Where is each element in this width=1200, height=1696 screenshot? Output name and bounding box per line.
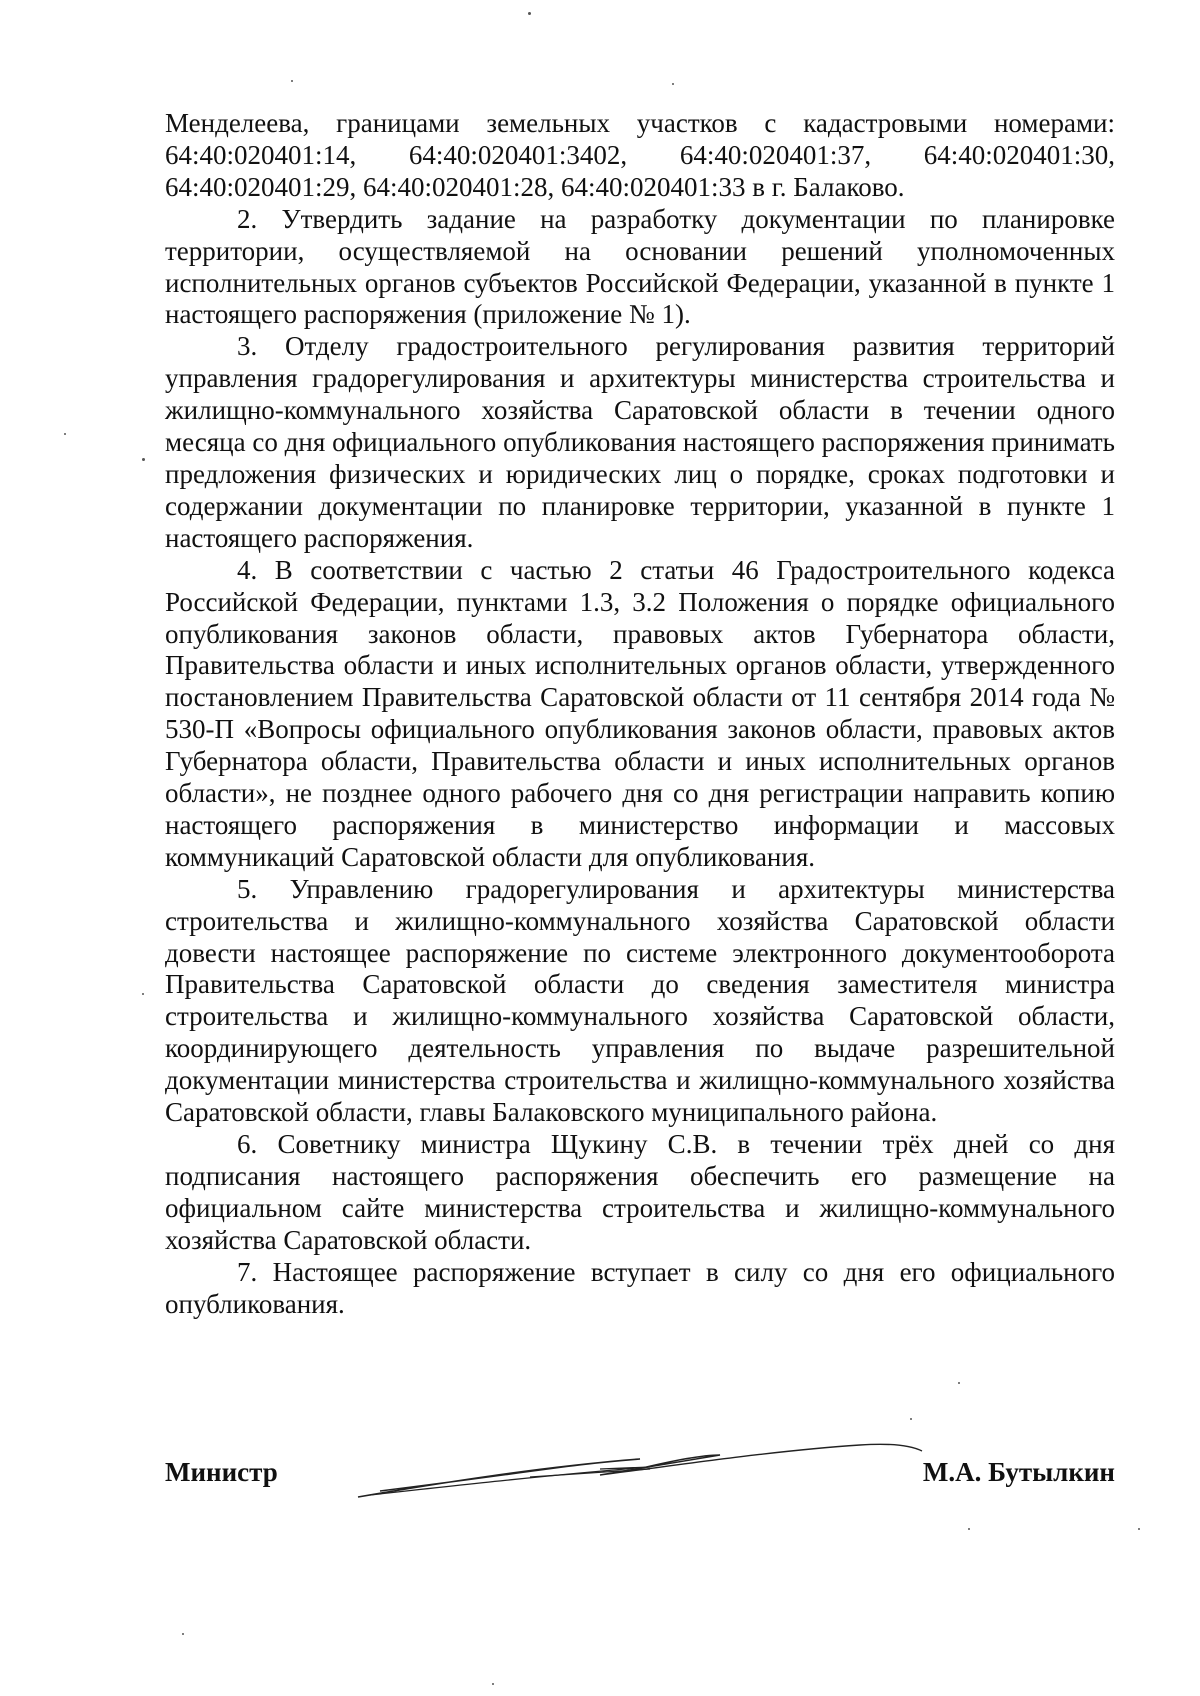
paragraph-item-6: 6. Советнику министра Щукину С.В. в течении трёх дней со дня подписания настоящего распоряжения обеспечить его размещение на официальном сайте министерства строительства и жилищно-коммунального хозяйства Саратовской области.: [165, 1129, 1115, 1255]
signatory-title: Министр: [165, 1457, 278, 1487]
signature-block: [165, 1445, 1115, 1505]
paragraph-item-5: 5. Управлению градорегулирования и архитектуры министерства строительства и жилищно-коммунального хозяйства Саратовской области довести настоящее распоряжение по системе электронного документооборота Правительства Саратовской области до сведения заместителя министра строительства и жилищно-коммунального хозяйства Саратовской области, координирующего деятельность управления по выдаче разрешительной документации министерства строительства и жилищно-коммунального хозяйства Саратовской области, главы Балаковского муниципального района.: [165, 873, 1115, 1128]
scan-speck: [182, 1633, 184, 1635]
scan-speck: [142, 993, 144, 995]
paragraph-item-4: 4. В соответствии с частью 2 статьи 46 Градостроительного кодекса Российской Федерации, пунктами 1.3, 3.2 Положения о порядке официального опубликования законов области, правовых актов Губернатора области, Правительства области и иных исполнительных органов области, утвержденного постановлением Правительства Саратовской области от 11 сентября 2014 года № 530-П «Вопросы официального опубликования законов области, правовых актов Губернатора области, Правительства области и иных исполнительных органов области», не позднее одного рабочего дня со дня регистрации направить копию настоящего распоряжения в министерство информации и массовых коммуникаций Саратовской области для опубликования.: [165, 554, 1115, 872]
handwritten-signature: [350, 1425, 940, 1505]
scan-speck: [64, 433, 66, 435]
paragraph-1-continuation: Менделеева, границами земельных участков с кадастровыми номерами: 64:40:020401:14, 64:40:020401:3402, 64:40:020401:37, 64:40:020401:30, 64:40:020401:29, 64:40:020401:28, 64:40:020401:33 в г. Балаково.: [165, 108, 1115, 202]
scan-speck: [672, 83, 674, 85]
scan-speck: [492, 1683, 494, 1685]
scan-speck: [910, 1418, 912, 1420]
paragraph-item-7: 7. Настоящее распоряжение вступает в силу со дня его официального опубликования.: [165, 1256, 1115, 1319]
scan-speck: [968, 1528, 970, 1530]
paragraph-item-3: 3. Отделу градостроительного регулирования развития территорий управления градорегулирования и архитектуры министерства строительства и жилищно-коммунального хозяйства Саратовской области в течении одного месяца со дня официального опубликования настоящего распоряжения принимать предложения физических и юридических лиц о порядке, сроках подготовки и содержании документации по планировке территории, указанной в пункте 1 настоящего распоряжения.: [165, 331, 1115, 553]
scan-speck: [291, 80, 293, 82]
scan-speck: [1138, 1528, 1140, 1530]
document-body: [165, 108, 1115, 1320]
paragraph-item-2: 2. Утвердить задание на разработку документации по планировке территории, осуществляемой на основании решений уполномоченных исполнительных органов субъектов Российской Федерации, указанной в пункте 1 настоящего распоряжения (приложение № 1).: [165, 203, 1115, 330]
scan-speck: [142, 458, 145, 461]
signatory-name: М.А. Бутылкин: [922, 1457, 1115, 1487]
scan-speck: [958, 1382, 960, 1384]
scan-speck: [528, 12, 531, 15]
